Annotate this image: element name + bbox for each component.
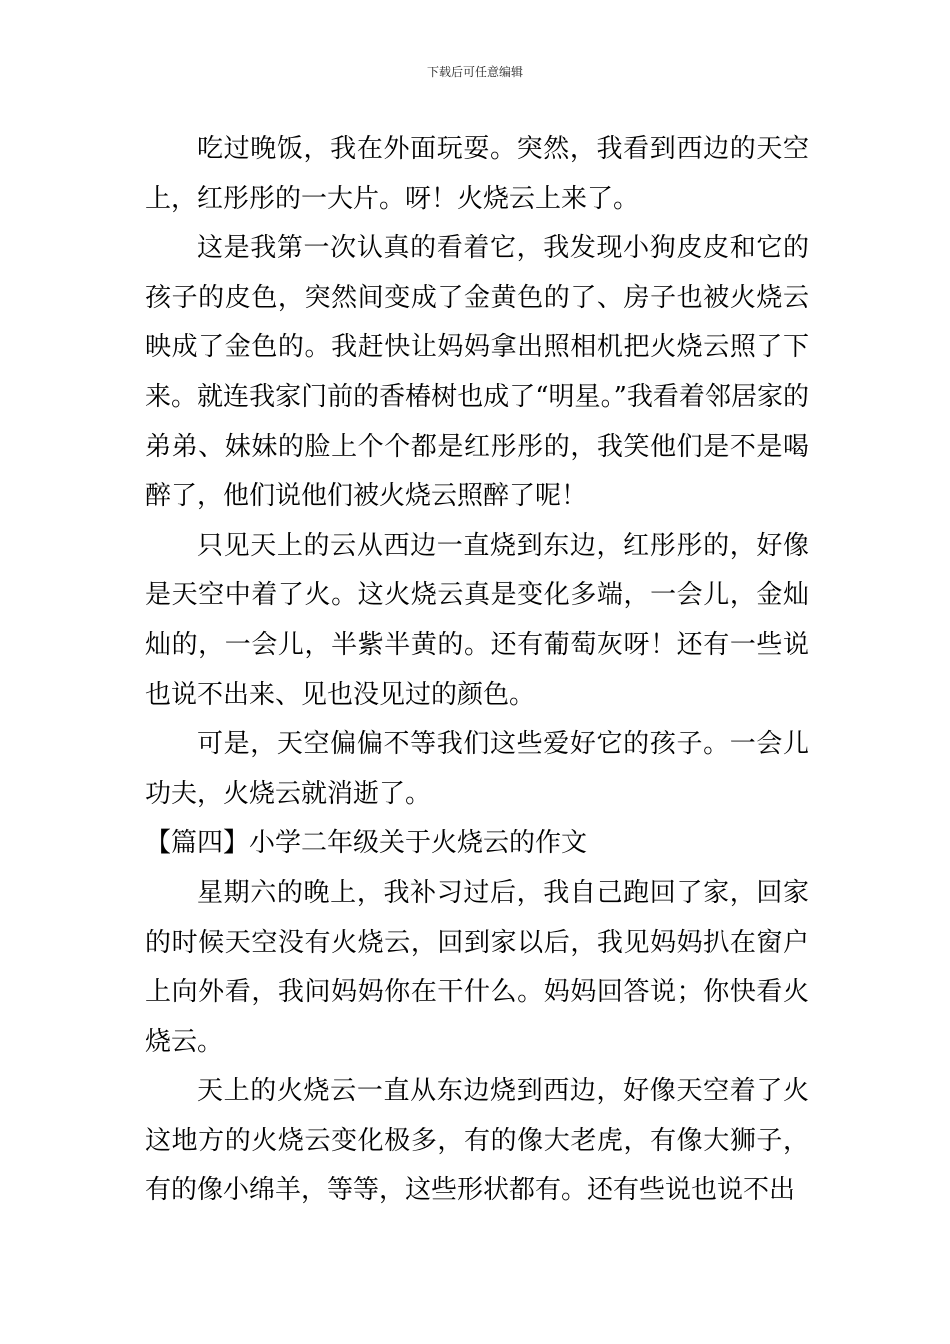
paragraph: 只见天上的云从西边一直烧到东边，红彤彤的，好像是天空中着了火。这火烧云真是变化多端，一会儿，金灿灿的，一会儿，半紫半黄的。还有葡萄灰呀！还有一些说也说不出来、见也没见过的颜色。: [145, 530, 809, 710]
paragraph: 天上的火烧云一直从东边烧到西边，好像天空着了火这地方的火烧云变化极多，有的像大老虎，有像大狮子，有的像小绵羊，等等，这些形状都有。还有些说也说不出: [145, 1076, 809, 1206]
paragraph: 吃过晚饭，我在外面玩耍。突然，我看到西边的天空上，红彤彤的一大片。呀！火烧云上来了。: [145, 134, 809, 214]
paragraph: 可是，天空偏偏不等我们这些爱好它的孩子。一会儿功夫，火烧云就消逝了。: [145, 729, 809, 809]
paragraph: 星期六的晚上，我补习过后，我自己跑回了家，回家的时候天空没有火烧云，回到家以后，我见妈妈扒在窗户上向外看，我问妈妈你在干什么。妈妈回答说；你快看火烧云。: [145, 877, 809, 1057]
section-heading: 【篇四】小学二年级关于火烧云的作文: [145, 828, 588, 859]
document-body: [145, 125, 809, 1216]
page-header-note: 下载后可任意编辑: [426, 65, 523, 79]
paragraph: 这是我第一次认真的看着它，我发现小狗皮皮和它的孩子的皮色，突然间变成了金黄色的了、房子也被火烧云映成了金色的。我赶快让妈妈拿出照相机把火烧云照了下来。就连我家门前的香椿树也成了“明星。”我看着邻居家的弟弟、妹妹的脸上个个都是红彤彤的，我笑他们是不是喝醉了，他们说他们被火烧云照醉了呢！: [145, 233, 809, 512]
